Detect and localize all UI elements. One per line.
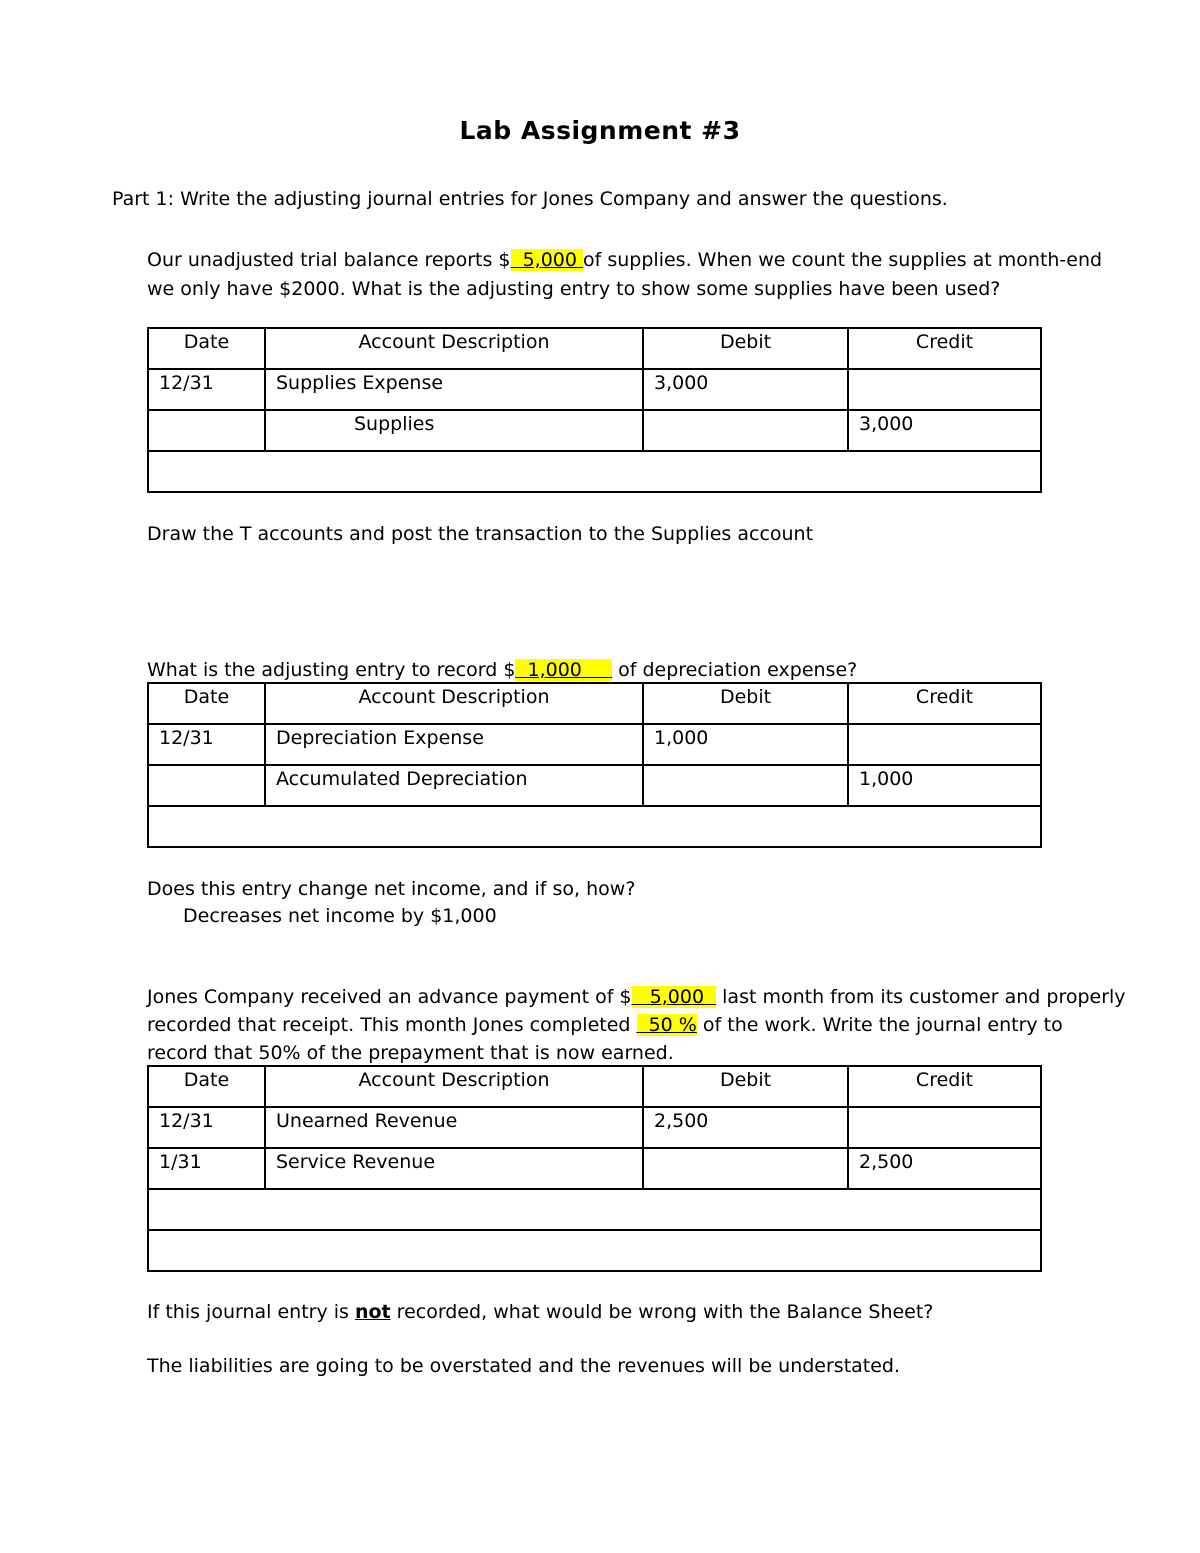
t-accounts-instruction: Draw the T accounts and post the transaction to the Supplies account: [147, 523, 814, 545]
question-2: [147, 659, 857, 681]
cell-description: Supplies Expense: [265, 369, 643, 410]
cell-credit: 1,000: [848, 765, 1041, 806]
header-credit: Credit: [848, 328, 1041, 369]
question-4-text-c: recorded that receipt. This month Jones completed: [147, 1014, 637, 1036]
table-row: [148, 369, 1041, 410]
question-4-line-2: [147, 1014, 1063, 1036]
cell-debit: [643, 765, 848, 806]
table-header-row: [148, 683, 1041, 724]
table-row: [148, 1148, 1041, 1189]
question-1-line-1: [147, 249, 1102, 271]
question-1-text-a: Our unadjusted trial balance reports $: [147, 249, 511, 271]
cell-debit: 3,000: [643, 369, 848, 410]
cell-description: Supplies: [265, 410, 643, 451]
question-2-text-b: of depreciation expense?: [612, 659, 858, 681]
table-row: [148, 410, 1041, 451]
table-row: [148, 765, 1041, 806]
cell-credit: 2,500: [848, 1148, 1041, 1189]
question-4-text-b: last month from its customer and properly: [716, 986, 1126, 1008]
question-4-text-a: Jones Company received an advance payment of $: [147, 986, 632, 1008]
cell-date: 1/31: [148, 1148, 265, 1189]
page-title: Lab Assignment #3: [459, 116, 741, 145]
advance-payment-highlight: 5,000: [631, 986, 717, 1008]
empty-cell: [148, 806, 1041, 847]
cell-credit: 3,000: [848, 410, 1041, 451]
empty-cell: [148, 1189, 1041, 1230]
cell-date: 12/31: [148, 724, 265, 765]
cell-credit: [848, 724, 1041, 765]
cell-credit: [848, 1107, 1041, 1148]
table-row-empty: [148, 1189, 1041, 1230]
cell-debit: [643, 410, 848, 451]
empty-cell: [148, 1230, 1041, 1271]
cell-debit: 2,500: [643, 1107, 848, 1148]
header-account-description: Account Description: [265, 683, 643, 724]
cell-description: Depreciation Expense: [265, 724, 643, 765]
part1-instructions: Part 1: Write the adjusting journal entries for Jones Company and answer the questions.: [112, 188, 948, 210]
cell-credit: [848, 369, 1041, 410]
table-row-empty: [148, 806, 1041, 847]
header-date: Date: [148, 683, 265, 724]
journal-table-unearned-revenue: [147, 1065, 1042, 1272]
cell-date: 12/31: [148, 369, 265, 410]
question-2-text-a: What is the adjusting entry to record $: [147, 659, 516, 681]
question-4-text-d: of the work. Write the journal entry to: [696, 1014, 1063, 1036]
empty-cell: [148, 451, 1041, 492]
cell-date: [148, 765, 265, 806]
header-date: Date: [148, 1066, 265, 1107]
header-debit: Debit: [643, 1066, 848, 1107]
table-header-row: [148, 328, 1041, 369]
question-1-line-2: we only have $2000. What is the adjusting entry to show some supplies have been used?: [147, 278, 1001, 300]
journal-table-depreciation: [147, 682, 1042, 848]
header-account-description: Account Description: [265, 1066, 643, 1107]
header-account-description: Account Description: [265, 328, 643, 369]
header-debit: Debit: [643, 328, 848, 369]
cell-date: [148, 410, 265, 451]
table-row: [148, 1107, 1041, 1148]
question-4-line-3: record that 50% of the prepayment that is now earned.: [147, 1042, 674, 1064]
question-3: Does this entry change net income, and if so, how?: [147, 878, 636, 900]
header-credit: Credit: [848, 683, 1041, 724]
supplies-amount-highlight: 5,000: [510, 249, 584, 271]
cell-date: 12/31: [148, 1107, 265, 1148]
question-4-line-1: [147, 986, 1126, 1008]
cell-debit: 1,000: [643, 724, 848, 765]
question-3-answer: Decreases net income by $1,000: [183, 905, 497, 927]
cell-description: Unearned Revenue: [265, 1107, 643, 1148]
not-emphasis: not: [354, 1301, 391, 1323]
table-row-empty: [148, 1230, 1041, 1271]
depreciation-amount-highlight: 1,000: [515, 659, 613, 681]
question-1-text-b: of supplies. When we count the supplies at month-end: [583, 249, 1103, 271]
question-5-text-a: If this journal entry is: [147, 1301, 355, 1323]
question-5-text-b: recorded, what would be wrong with the Balance Sheet?: [390, 1301, 934, 1323]
table-header-row: [148, 1066, 1041, 1107]
question-5: [147, 1301, 933, 1323]
journal-table-supplies: [147, 327, 1042, 493]
table-row-empty: [148, 451, 1041, 492]
cell-description: Service Revenue: [265, 1148, 643, 1189]
header-date: Date: [148, 328, 265, 369]
header-debit: Debit: [643, 683, 848, 724]
header-credit: Credit: [848, 1066, 1041, 1107]
table-row: [148, 724, 1041, 765]
cell-description: Accumulated Depreciation: [265, 765, 643, 806]
question-5-answer: The liabilities are going to be overstated and the revenues will be understated.: [147, 1355, 901, 1377]
cell-debit: [643, 1148, 848, 1189]
percent-complete-highlight: 50 %: [636, 1014, 697, 1036]
